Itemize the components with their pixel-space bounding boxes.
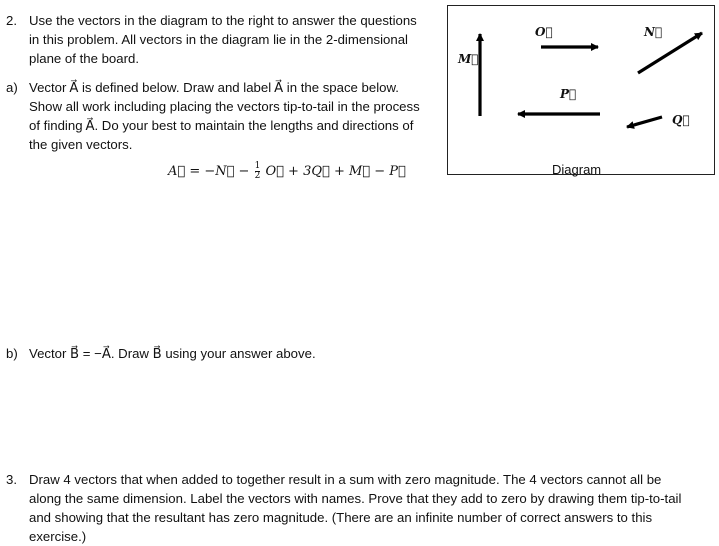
question-3-text — [29, 470, 681, 546]
part-a-line: of finding A⃗. Do your best to maintain the lengths and directions of — [29, 118, 414, 133]
fraction-denominator: 2 — [254, 171, 261, 181]
vector-o-label: O⃗ — [535, 25, 553, 39]
part-b-label: b) — [6, 346, 18, 361]
vector-q-arrow — [627, 117, 662, 127]
q3-line: along the same dimension. Label the vectors with names. Prove that they add to zero by drawing them tip-to-tail — [29, 491, 682, 506]
intro-line: Use the vectors in the diagram to the right to answer the questions — [29, 13, 417, 28]
part-b-line: Vector B⃗ = −A⃗. Draw B⃗ using your answer above. — [29, 346, 316, 361]
vector-m-label: M⃗ — [458, 52, 479, 66]
vector-q-label: Q⃗ — [672, 113, 690, 127]
equation-lhs: A⃗ = −N⃗ − — [168, 164, 250, 179]
vector-diagram-canvas — [448, 6, 714, 174]
q3-line: and showing that the resultant has zero magnitude. (There are an infinite number of correct answers to this — [29, 510, 653, 525]
vector-p-label: P⃗ — [560, 87, 577, 101]
q3-line: exercise.) — [29, 529, 87, 544]
vector-n-label: N⃗ — [644, 25, 663, 39]
vector-diagram — [447, 5, 715, 175]
fraction-numerator: 1 — [254, 161, 261, 171]
question-number-3: 3. — [6, 472, 17, 487]
vector-a-equation — [168, 162, 406, 181]
part-a-text — [29, 78, 420, 154]
question-2-intro — [29, 11, 417, 68]
equation-rhs: O⃗ + 3Q⃗ + M⃗ − P⃗ — [265, 164, 406, 179]
vector-n-arrow — [638, 33, 702, 73]
question-number-2: 2. — [6, 13, 17, 28]
part-a-line: Show all work including placing the vectors tip-to-tail in the process — [29, 99, 420, 114]
part-a-line: the given vectors. — [29, 137, 133, 152]
intro-line: plane of the board. — [29, 51, 139, 66]
part-a-label: a) — [6, 80, 18, 95]
q3-line: Draw 4 vectors that when added to together result in a sum with zero magnitude. The 4 vectors cannot all be — [29, 472, 662, 487]
fraction-one-half — [255, 162, 261, 181]
diagram-caption: Diagram — [552, 162, 602, 177]
intro-line: in this problem. All vectors in the diagram lie in the 2-dimensional — [29, 32, 408, 47]
part-b-text — [29, 344, 316, 363]
part-a-line: Vector A⃗ is defined below. Draw and label A⃗ in the space below. — [29, 80, 399, 95]
